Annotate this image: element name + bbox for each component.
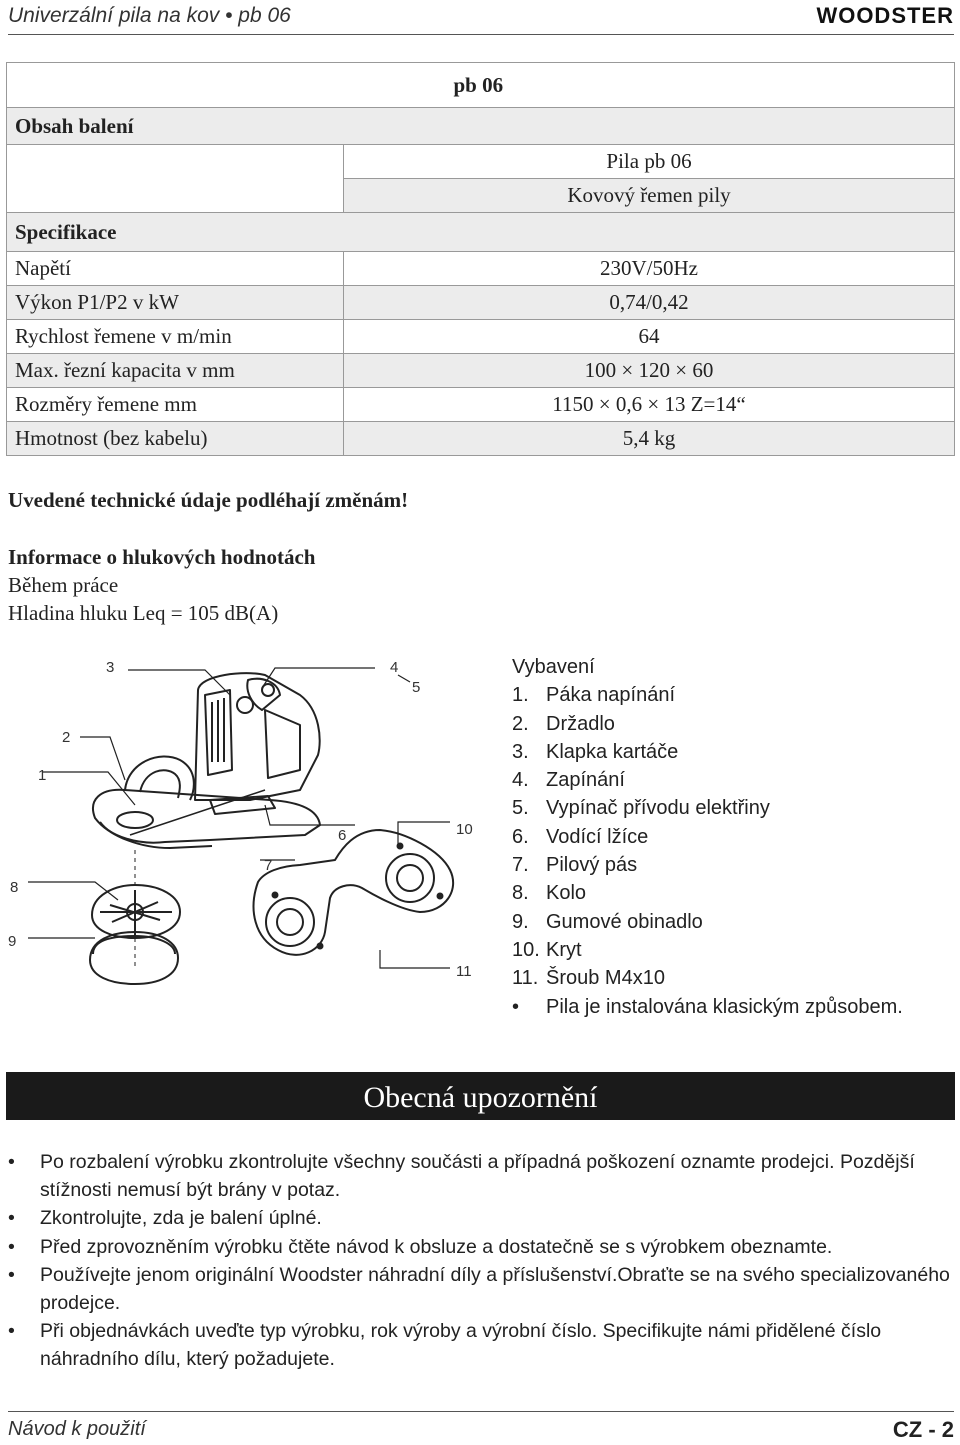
equipment-item <box>512 911 903 939</box>
page-number: CZ - 2 <box>892 1417 954 1442</box>
callout-10: 10 <box>456 821 473 838</box>
saw-parts-diagram <box>0 650 500 990</box>
brand-logo: WOODSTER <box>816 3 954 28</box>
item-number: 3. <box>512 740 529 763</box>
warnings-list <box>8 1148 953 1374</box>
spec-change-note: Uvedené technické údaje podléhají změnám! <box>8 488 409 512</box>
equipment-item <box>512 967 903 995</box>
callout-4: 4 <box>390 659 399 676</box>
warning-text: Zkontrolujte, zda je balení úplné. <box>40 1207 322 1230</box>
spec-label: Max. řezní kapacita v mm <box>7 354 344 388</box>
item-label: Kolo <box>546 882 587 905</box>
footer-title: Návod k použití <box>8 1418 146 1440</box>
noise-heading: Informace o hlukových hodnotách <box>8 545 316 569</box>
callout-5: 5 <box>412 679 421 696</box>
warning-text: Při objednávkách uveďte typ výrobku, rok výroby a výrobní číslo. Specifikujte námi přidělené číslo náhradního dílu, který požadujete. <box>40 1320 882 1371</box>
contents-item: Kovový řemen pily <box>344 179 955 213</box>
warning-text: Používejte jenom originální Woodster náhradní díly a příslušenství.Obraťte se na svého specializovaného prodejce. <box>40 1263 950 1315</box>
spec-heading: Specifikace <box>7 213 955 252</box>
item-label: Pilový pás <box>546 854 638 877</box>
callout-7: 7 <box>264 857 273 874</box>
spec-value: 0,74/0,42 <box>344 286 955 320</box>
header-title: Univerzální pila na kov • pb 06 <box>8 4 291 27</box>
callout-6: 6 <box>338 827 347 844</box>
page-footer <box>8 1411 954 1445</box>
bullet-icon: • <box>8 1263 15 1286</box>
item-number: 11. <box>512 967 539 990</box>
item-label: Šroub M4x10 <box>546 967 665 990</box>
equipment-item <box>512 882 903 910</box>
warning-item <box>8 1261 953 1317</box>
warning-item <box>8 1204 953 1232</box>
blade-line <box>130 790 265 835</box>
saw-base <box>93 790 320 843</box>
equipment-item <box>512 684 903 712</box>
equipment-item <box>512 854 903 882</box>
equipment-bullet <box>512 996 903 1024</box>
item-number: 6. <box>512 825 529 848</box>
warning-item <box>8 1148 953 1204</box>
spec-label: Výkon P1/P2 v kW <box>7 286 344 320</box>
bullet-icon: • <box>8 1207 15 1230</box>
callout-9: 9 <box>8 933 17 950</box>
spec-value: 100 × 120 × 60 <box>344 354 955 388</box>
warning-text: Před zprovozněním výrobku čtěte návod k obsluze a dostatečně se s výrobkem obeznamte. <box>40 1235 833 1258</box>
callout-1: 1 <box>38 767 47 784</box>
item-label: Gumové obinadlo <box>546 910 703 933</box>
bullet-text: Pila je instalována klasickým způsobem. <box>546 995 903 1018</box>
equipment-item <box>512 713 903 741</box>
spec-value: 64 <box>344 320 955 354</box>
item-label: Páka napínání <box>546 684 675 707</box>
item-number: 2. <box>512 712 529 735</box>
equipment-heading: Vybavení <box>512 656 595 678</box>
item-label: Vodící lžíce <box>546 825 649 848</box>
bullet-icon: • <box>512 995 520 1018</box>
item-number: 10. <box>512 938 540 961</box>
spec-value: 5,4 kg <box>344 422 955 456</box>
item-label: Držadlo <box>546 712 615 735</box>
spec-label: Hmotnost (bez kabelu) <box>7 422 344 456</box>
spec-label: Rychlost řemene v m/min <box>7 320 344 354</box>
spec-value: 230V/50Hz <box>344 252 955 286</box>
noise-level: Hladina hluku Leq = 105 dB(A) <box>8 601 279 625</box>
bullet-icon: • <box>8 1235 15 1258</box>
contents-label-empty <box>7 145 344 179</box>
warning-text: Po rozbalení výrobku zkontrolujte všechny součásti a případná poškození oznamte prodejci. Pozdější stížnosti nemusí být brány v potaz. <box>40 1151 915 1202</box>
contents-label-empty <box>7 179 344 213</box>
noise-condition: Během práce <box>8 573 119 597</box>
cover-plate <box>254 830 454 955</box>
spec-table <box>6 62 955 456</box>
equipment-item <box>512 797 903 825</box>
item-number: 5. <box>512 797 529 820</box>
callout-8: 8 <box>10 879 19 896</box>
item-label: Klapka kartáče <box>546 740 679 763</box>
callout-11: 11 <box>456 963 472 980</box>
callout-3: 3 <box>106 659 115 676</box>
contents-item: Pila pb 06 <box>344 145 955 179</box>
item-label: Vypínač přívodu elektřiny <box>546 797 770 820</box>
spec-table-title: pb 06 <box>344 63 955 108</box>
page-header <box>8 0 954 35</box>
item-number: 1. <box>512 684 529 707</box>
warning-item <box>8 1317 953 1373</box>
equipment-item <box>512 939 903 967</box>
bullet-icon: • <box>8 1151 15 1173</box>
contents-heading: Obsah balení <box>7 108 955 145</box>
item-label: Zapínání <box>546 769 625 792</box>
spec-label: Napětí <box>7 252 344 286</box>
warnings-banner: Obecná upozornění <box>6 1072 955 1120</box>
spec-table-corner <box>7 63 344 108</box>
equipment-list <box>512 656 903 1024</box>
item-number: 7. <box>512 854 529 877</box>
item-number: 8. <box>512 882 529 905</box>
item-number: 4. <box>512 769 529 792</box>
equipment-item <box>512 769 903 797</box>
warning-item <box>8 1233 953 1261</box>
bullet-icon: • <box>8 1320 15 1343</box>
spec-label: Rozměry řemene mm <box>7 388 344 422</box>
item-number: 9. <box>512 910 529 933</box>
equipment-item <box>512 741 903 769</box>
callout-2: 2 <box>62 729 71 746</box>
equipment-item <box>512 826 903 854</box>
item-label: Kryt <box>546 938 582 961</box>
spec-value: 1150 × 0,6 × 13 Z=14“ <box>344 388 955 422</box>
